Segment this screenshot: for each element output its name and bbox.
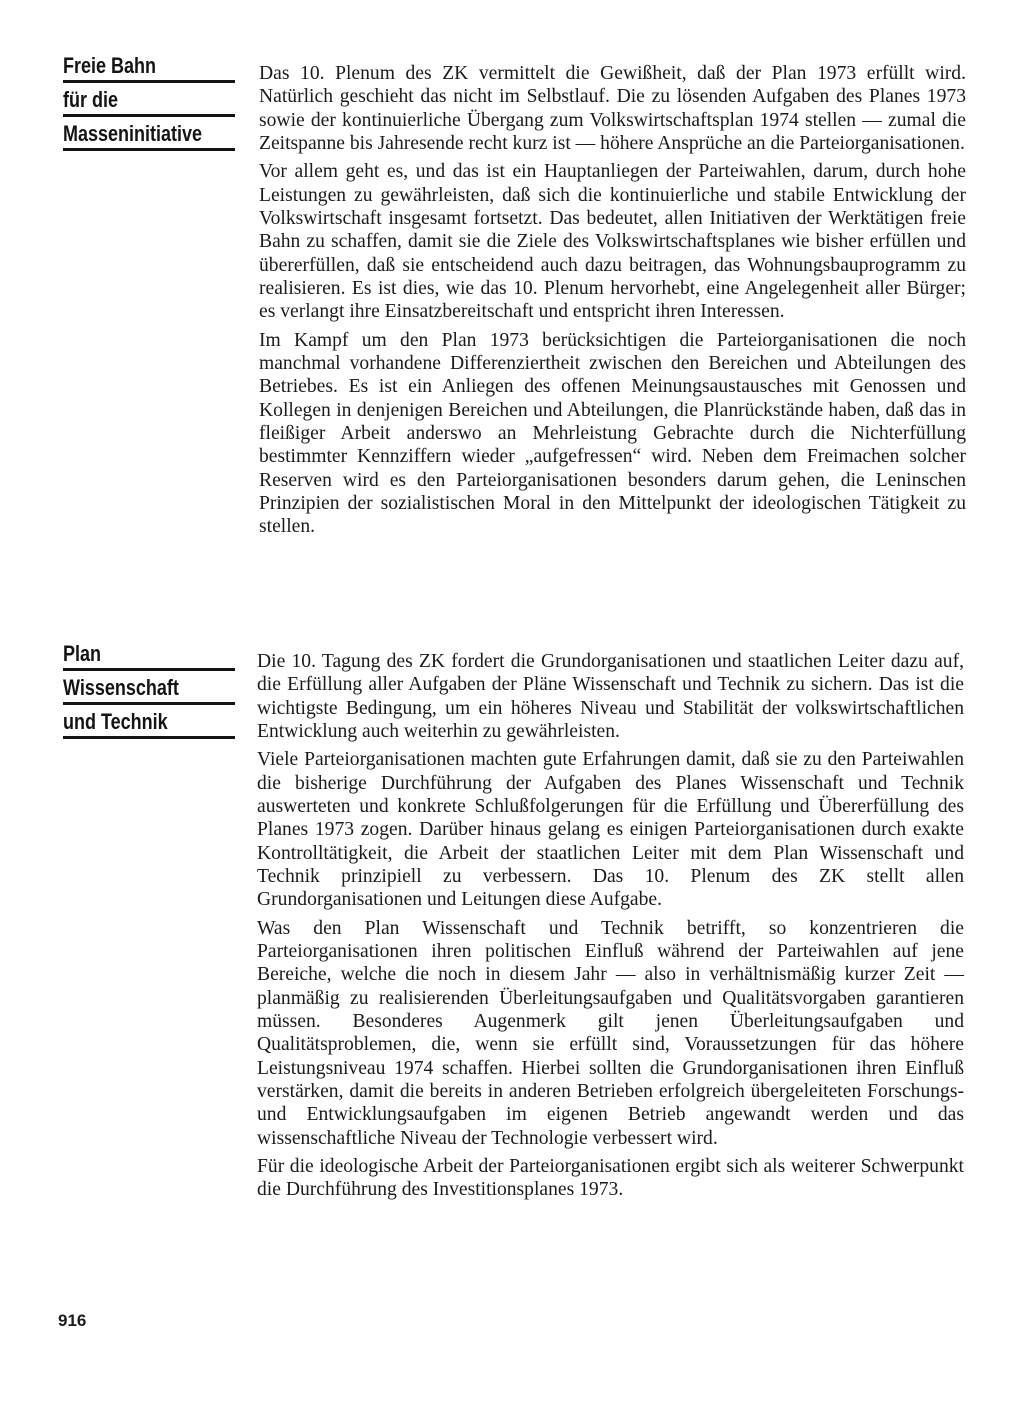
paragraph: Für die ideologische Arbeit der Parteiorganisationen ergibt sich als weiterer Schwerpunkt die Durchführung des Investitionsplanes 1973. — [257, 1155, 964, 1201]
page-number: 916 — [58, 1311, 87, 1330]
sidebar-heading-plan-wissenschaft — [63, 642, 202, 744]
sidebar-heading-line: und Technik — [63, 710, 235, 739]
sidebar-heading-line: Wissenschaft — [63, 676, 235, 705]
sidebar-heading-line: Freie Bahn — [63, 54, 235, 83]
paragraph: Das 10. Plenum des ZK vermittelt die Gewißheit, daß der Plan 1973 erfüllt wird. Natürlich geschieht das nicht im Selbstlauf. Die zu lösenden Aufgaben des Planes 1973 sowie der kontinuierliche Übergang zum Volkswirtschaftsplan 1974 stellen — zumal die Zeitspanne bis Jahresende recht kurz ist — höhere Ansprüche an die Parteiorganisationen. — [259, 63, 966, 155]
paragraph: Im Kampf um den Plan 1973 berücksichtigen die Parteiorganisationen die noch manchmal vorhandene Differenziertheit zwischen den Bereichen und Abteilungen des Betriebes. Es ist ein Anliegen des offenen Meinungsaustausches mit Genossen und Kollegen in denjenigen Bereichen und Abteilungen, die Planrückstände haben, daß das in fleißiger Arbeit anderswo an Mehrleistung Gebrachte durch die Nichterfüllung bestimmter Kennziffern wieder „aufgefressen“ wird. Neben dem Freimachen solcher Reserven wird es den Parteiorganisationen besonders darum gehen, die Leninschen Prinzipien der sozialistischen Moral in den Mittelpunkt der ideologischen Tätigkeit zu stellen. — [259, 329, 966, 538]
section-freie-bahn — [259, 62, 966, 544]
section-plan-wissenschaft — [257, 650, 964, 1206]
paragraph: Viele Parteiorganisationen machten gute Erfahrungen damit, daß sie zu den Parteiwahlen die bisherige Durchführung der Aufgaben des Planes Wissenschaft und Technik auswerteten und konkrete Schlußfolgerungen für die Erfüllung und Übererfüllung des Planes 1973 zogen. Darüber hinaus gelang es einigen Parteiorganisationen durch exakte Kontrolltätigkeit, die Arbeit der staatlichen Leiter mit dem Plan Wissenschaft und Technik prinzipiell zu verbessern. Das 10. Plenum des ZK stellt allen Grundorganisationen und Leitungen diese Aufgabe. — [257, 749, 964, 911]
sidebar-heading-line: Plan — [63, 642, 235, 671]
paragraph: Die 10. Tagung des ZK fordert die Grundorganisationen und staatlichen Leiter dazu auf, die Erfüllung aller Aufgaben der Pläne Wissenschaft und Technik zu sichern. Das ist die wichtigste Bedingung, um ein höheres Niveau und Stabilität der volkswirtschaftlichen Entwicklung auch weiterhin zu gewährleisten. — [257, 651, 964, 743]
paragraph: Was den Plan Wissenschaft und Technik betrifft, so konzentrieren die Parteiorganisationen ihren politischen Einfluß während der Parteiwahlen auf jene Bereiche, welche die noch in diesem Jahr — also in verhältnismäßig kurzer Zeit — planmäßig zu realisierenden Überleitungsaufgaben und Qualitätsvorgaben garantieren müssen. Besonderes Augenmerk gilt jenen Überleitungsaufgaben und Qualitätsproblemen, die, wenn sie erfüllt sind, Voraussetzungen für das höhere Leistungsniveau 1974 schaffen. Hierbei sollten die Grundorganisationen ihren Einfluß verstärken, damit die bereits in anderen Betrieben erfolgreich übergeleiteten Forschungs- und Entwicklungsaufgaben im eigenen Betrieb angewandt werden und das wissenschaftliche Niveau der Technologie verbessert wird. — [257, 917, 964, 1149]
paragraph: Vor allem geht es, und das ist ein Hauptanliegen der Parteiwahlen, darum, durch hohe Leistungen zu gewährleisten, daß sich die kontinuierliche und stabile Entwicklung der Volkswirtschaft insgesamt fortsetzt. Das bedeutet, allen Initiativen der Werktätigen freie Bahn zu schaffen, damit sie die Ziele des Volkswirtschaftsplanes wie bisher erfüllen und übererfüllen, daß sie entscheidend auch dazu beitragen, das Wohnungsbauprogramm zu realisieren. Es ist dies, wie das 10. Plenum hervorhebt, eine Angelegenheit aller Bürger; es verlangt ihre Einsatzbereitschaft und entspricht ihren Interessen. — [259, 161, 966, 323]
sidebar-heading-line: Masseninitiative — [63, 122, 235, 151]
sidebar-heading-freie-bahn — [63, 54, 202, 156]
sidebar-heading-line: für die — [63, 88, 235, 117]
